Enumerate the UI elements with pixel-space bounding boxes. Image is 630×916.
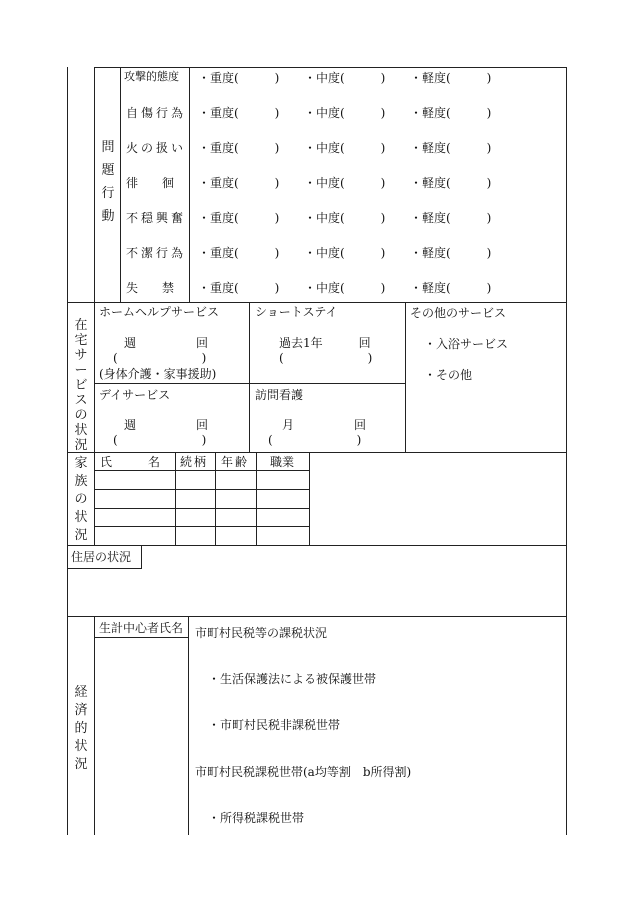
row-label-agitation: 不穏興奮 bbox=[126, 211, 187, 225]
economy-label: 経済的状況 bbox=[74, 685, 88, 772]
tax-household: 市町村民税課税世帯(a均等割 b所得割) bbox=[195, 765, 412, 779]
severe-wandering: ・重度( ) bbox=[198, 176, 280, 190]
moderate-self-harm: ・中度( ) bbox=[304, 106, 386, 120]
home-help-title: ホームヘルプサービス bbox=[99, 305, 220, 319]
housing-label: 住居の状況 bbox=[71, 550, 132, 564]
severe-fire: ・重度( ) bbox=[198, 141, 280, 155]
severe-aggressive: ・重度( ) bbox=[198, 71, 280, 85]
home-services-label: 在宅サービスの状況 bbox=[74, 318, 88, 453]
severe-agitation: ・重度( ) bbox=[198, 211, 280, 225]
bath-service: ・入浴サービス bbox=[424, 337, 509, 351]
short-stay-freq: 過去1年 回 bbox=[279, 336, 371, 350]
mild-aggressive: ・軽度( ) bbox=[410, 71, 492, 85]
family-header-job: 職業 bbox=[270, 455, 295, 469]
severe-self-harm: ・重度( ) bbox=[198, 106, 280, 120]
mild-incontinence: ・軽度( ) bbox=[410, 281, 492, 295]
row-label-aggressive: 攻撃的態度 bbox=[124, 70, 179, 83]
row-label-unclean: 不潔行為 bbox=[126, 246, 187, 260]
other-service: ・その他 bbox=[424, 368, 473, 382]
row-label-wandering: 徘 徊 bbox=[126, 176, 175, 190]
home-help-note: (身体介護・家事援助) bbox=[99, 367, 217, 381]
family-header-relation: 続柄 bbox=[180, 455, 209, 469]
severe-incontinence: ・重度( ) bbox=[198, 281, 280, 295]
row-label-self-harm: 自傷行為 bbox=[126, 106, 187, 120]
problem-behavior-label: 問題行動 bbox=[101, 140, 115, 224]
day-service-freq: 週 回 bbox=[124, 418, 209, 432]
moderate-aggressive: ・中度( ) bbox=[304, 71, 386, 85]
item-nontax-household: ・市町村民税非課税世帯 bbox=[208, 718, 341, 732]
visit-nursing-freq: 月 回 bbox=[282, 418, 367, 432]
short-stay-title: ショートステイ bbox=[255, 305, 338, 319]
item-income-tax-household: ・所得税課税世帯 bbox=[208, 811, 305, 825]
moderate-agitation: ・中度( ) bbox=[304, 211, 386, 225]
visit-nursing-paren: ( ) bbox=[268, 433, 362, 447]
household-head-label: 生計中心者氏名 bbox=[99, 621, 184, 635]
row-label-fire: 火の扱い bbox=[126, 141, 187, 155]
row-label-incontinence: 失 禁 bbox=[126, 281, 175, 295]
family-header-name: 氏 名 bbox=[100, 455, 161, 469]
mild-wandering: ・軽度( ) bbox=[410, 176, 492, 190]
severe-unclean: ・重度( ) bbox=[198, 246, 280, 260]
mild-fire: ・軽度( ) bbox=[410, 141, 492, 155]
visit-nursing-title: 訪問看護 bbox=[255, 388, 304, 402]
day-service-paren: ( ) bbox=[113, 433, 207, 447]
mild-unclean: ・軽度( ) bbox=[410, 246, 492, 260]
home-help-paren: ( ) bbox=[113, 351, 207, 365]
mild-self-harm: ・軽度( ) bbox=[410, 106, 492, 120]
family-header-age: 年齢 bbox=[221, 455, 250, 469]
item-welfare-household: ・生活保護法による被保護世帯 bbox=[208, 672, 377, 686]
short-stay-paren: ( ) bbox=[279, 351, 373, 365]
other-services-title: その他のサービス bbox=[410, 306, 507, 320]
day-service-title: デイサービス bbox=[99, 388, 171, 402]
tax-status-title: 市町村民税等の課税状況 bbox=[195, 626, 328, 640]
moderate-unclean: ・中度( ) bbox=[304, 246, 386, 260]
mild-agitation: ・軽度( ) bbox=[410, 211, 492, 225]
home-help-freq: 週 回 bbox=[124, 336, 209, 350]
moderate-fire: ・中度( ) bbox=[304, 141, 386, 155]
moderate-wandering: ・中度( ) bbox=[304, 176, 386, 190]
family-label: 家族の状況 bbox=[74, 456, 88, 543]
moderate-incontinence: ・中度( ) bbox=[304, 281, 386, 295]
